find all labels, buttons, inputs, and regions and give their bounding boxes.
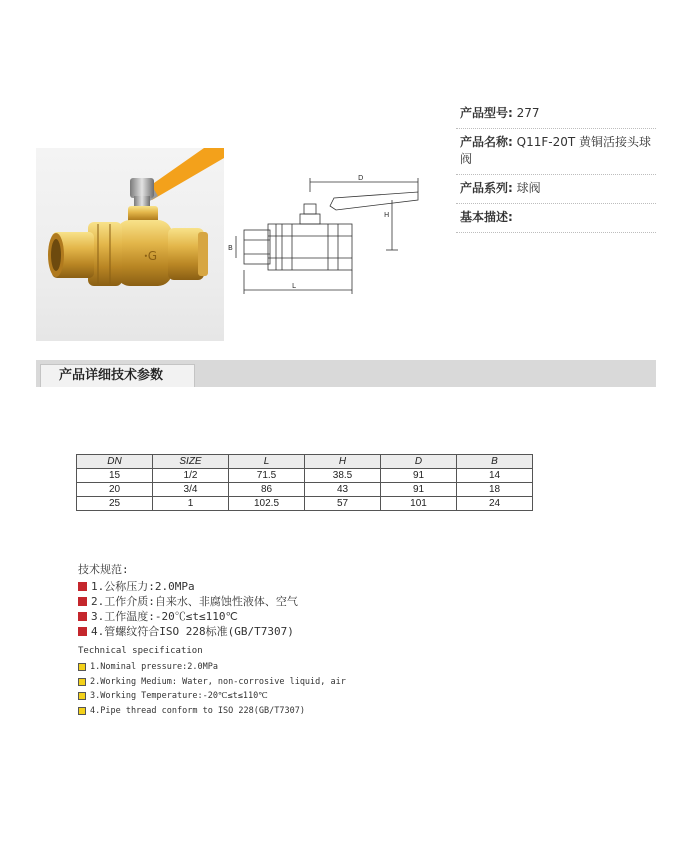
table-cell: 101: [381, 497, 457, 511]
list-item: [78, 689, 346, 704]
table-cell: 24: [457, 497, 533, 511]
red-square-bullet-icon: [78, 627, 87, 636]
table-cell: 1: [153, 497, 229, 511]
product-info-panel: [456, 100, 656, 233]
product-name-value: Q11F-20T 黄铜活接头球阀: [460, 135, 652, 166]
spec-en-item-4: 4.Pipe thread conform to ISO 228(GB/T7307): [90, 705, 305, 716]
label-d: D: [358, 174, 364, 182]
table-cell: 91: [381, 483, 457, 497]
product-name-row: [456, 129, 656, 175]
table-row: [77, 497, 533, 511]
label-l: L: [292, 282, 296, 290]
label-h: H: [384, 211, 390, 219]
product-series-label: 产品系列:: [460, 181, 513, 195]
spec-list-chinese: [78, 561, 298, 639]
table-row: [77, 469, 533, 483]
table-cell: 14: [457, 469, 533, 483]
section-header-bar: [36, 360, 656, 387]
spec-cn-title: 技术规范:: [78, 563, 129, 576]
table-cell: 3/4: [153, 483, 229, 497]
spec-en-title: Technical specification: [78, 646, 203, 656]
list-item: [78, 660, 346, 675]
spec-cn-item-2: 2.工作介质:自来水、非腐蚀性液体、空气: [91, 595, 298, 608]
header-l: L: [229, 455, 305, 469]
header-dn: DN: [77, 455, 153, 469]
product-model-value: 277: [516, 106, 540, 120]
red-square-bullet-icon: [78, 612, 87, 621]
table-cell: 57: [305, 497, 381, 511]
ball-valve-image: [36, 148, 224, 341]
red-square-bullet-icon: [78, 597, 87, 606]
header-d: D: [381, 455, 457, 469]
table-cell: 102.5: [229, 497, 305, 511]
header-h: H: [305, 455, 381, 469]
table-cell: 20: [77, 483, 153, 497]
spec-cn-item-4: 4.管螺纹符合ISO 228标准(GB/T7307): [91, 625, 294, 638]
table-cell: 15: [77, 469, 153, 483]
spec-list-english: [78, 646, 346, 718]
table-header-row: [77, 455, 533, 469]
product-desc-label: 基本描述:: [460, 210, 513, 224]
spec-cn-item-1: 1.公称压力:2.0MPa: [91, 580, 195, 593]
header-size: SIZE: [153, 455, 229, 469]
table-cell: 38.5: [305, 469, 381, 483]
label-b: B: [228, 244, 233, 252]
table-cell: 18: [457, 483, 533, 497]
yellow-square-bullet-icon: [78, 678, 86, 686]
list-item: [78, 675, 346, 690]
table-cell: 43: [305, 483, 381, 497]
yellow-square-bullet-icon: [78, 707, 86, 715]
spec-cn-item-3: 3.工作温度:-20℃≤t≤110℃: [91, 610, 238, 623]
list-item: [78, 704, 346, 719]
red-square-bullet-icon: [78, 582, 87, 591]
list-item: [78, 624, 298, 639]
table-cell: 1/2: [153, 469, 229, 483]
table-cell: 25: [77, 497, 153, 511]
product-desc-row: [456, 204, 656, 233]
list-item: [78, 579, 298, 594]
table-cell: 71.5: [229, 469, 305, 483]
product-series-value: 球阀: [516, 181, 541, 195]
spec-en-item-2: 2.Working Medium: Water, non-corrosive liquid, air: [90, 676, 346, 687]
product-model-row: [456, 100, 656, 129]
header-b: B: [457, 455, 533, 469]
technical-drawing: [228, 170, 432, 300]
product-name-label: 产品名称:: [460, 135, 513, 149]
table-cell: 86: [229, 483, 305, 497]
spec-en-item-3: 3.Working Temperature:-20℃≤t≤110℃: [90, 691, 268, 701]
table-cell: 91: [381, 469, 457, 483]
list-item: [78, 594, 298, 609]
product-series-row: [456, 175, 656, 204]
spec-en-item-1: 1.Nominal pressure:2.0MPa: [90, 662, 218, 672]
yellow-square-bullet-icon: [78, 692, 86, 700]
table-row: [77, 483, 533, 497]
parameter-table: [76, 454, 533, 511]
brand-mark: ꞏG: [144, 249, 158, 263]
list-item: [78, 609, 298, 624]
product-model-label: 产品型号:: [460, 106, 513, 120]
tab-detailed-parameters[interactable]: 产品详细技术参数: [40, 364, 195, 387]
yellow-square-bullet-icon: [78, 663, 86, 671]
product-photo: [36, 148, 224, 341]
